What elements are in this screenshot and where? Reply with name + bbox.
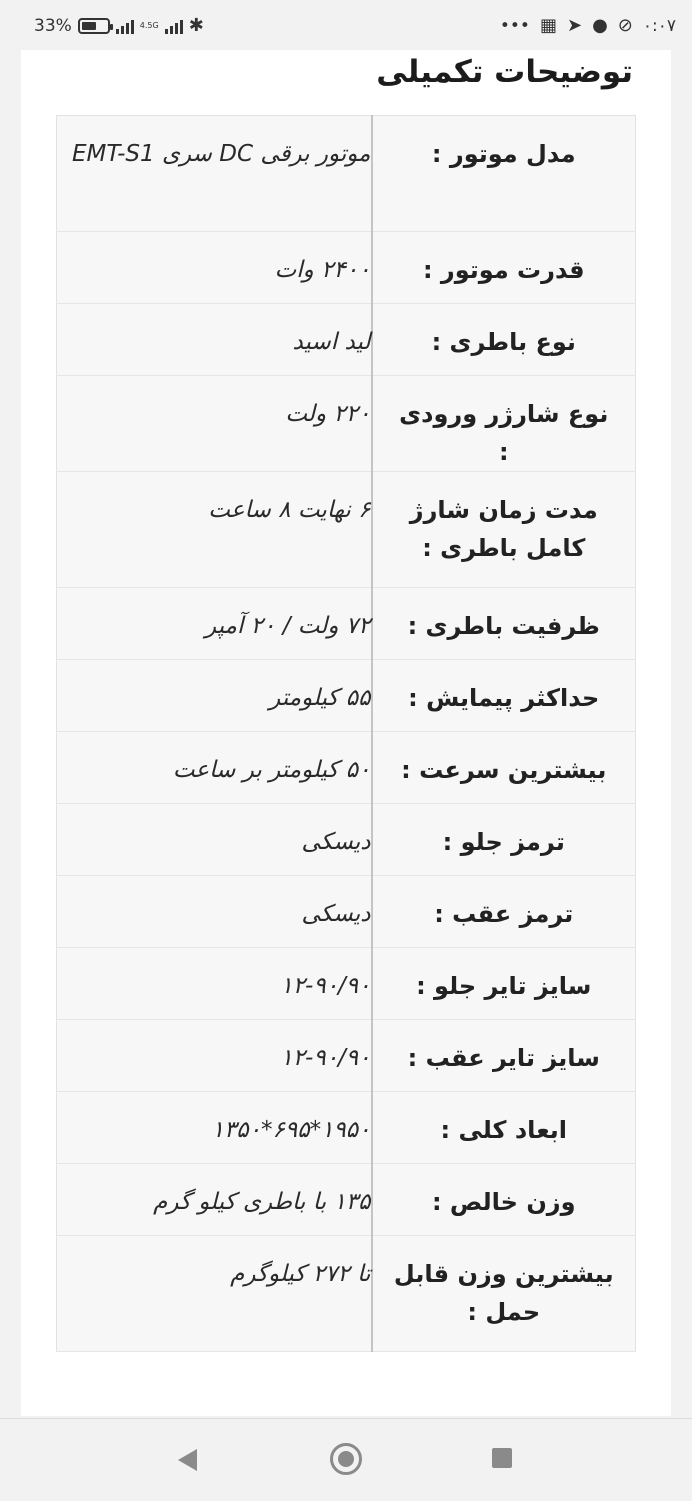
spec-label: نوع شارژر ورودی : bbox=[372, 376, 636, 472]
chat-bubble-icon: ● bbox=[592, 15, 608, 36]
spec-label: حداکثر پیمایش : bbox=[372, 660, 636, 732]
spec-value: تا ۲۷۲ کیلوگرم bbox=[57, 1236, 372, 1352]
spec-label: وزن خالص : bbox=[372, 1164, 636, 1236]
spec-label: قدرت موتور : bbox=[372, 232, 636, 304]
spec-value: لید اسید bbox=[57, 304, 372, 376]
network-type-label: 4.5G bbox=[139, 21, 159, 30]
spec-label: سایز تایر عقب : bbox=[372, 1020, 636, 1092]
spec-row bbox=[57, 1164, 636, 1236]
spec-row bbox=[57, 660, 636, 732]
spec-label: ابعاد کلی : bbox=[372, 1092, 636, 1164]
spec-row bbox=[57, 1020, 636, 1092]
signal-icon bbox=[116, 18, 134, 34]
more-notifications-icon: ••• bbox=[499, 16, 530, 36]
spec-row bbox=[57, 732, 636, 804]
spec-table-body bbox=[57, 116, 636, 1352]
spec-value: ۵۰ کیلومتر بر ساعت bbox=[57, 732, 372, 804]
spec-value: ۱۹۵۰*۶۹۵*۱۳۵۰ bbox=[57, 1092, 372, 1164]
spec-row bbox=[57, 1092, 636, 1164]
status-bar bbox=[0, 0, 692, 50]
spec-row bbox=[57, 876, 636, 948]
spec-label: سایز تایر جلو : bbox=[372, 948, 636, 1020]
status-left bbox=[34, 16, 204, 36]
apps-grid-icon: ▦ bbox=[539, 15, 557, 36]
spec-value: ۲۴۰۰ وات bbox=[57, 232, 372, 304]
spec-label: بیشترین وزن قابل حمل : bbox=[372, 1236, 636, 1352]
home-icon[interactable] bbox=[330, 1443, 362, 1475]
spec-value: ۱۲-۹۰/۹۰ bbox=[57, 948, 372, 1020]
spec-value: دیسکی bbox=[57, 876, 372, 948]
telegram-icon: ➤ bbox=[566, 15, 583, 36]
navigation-bar bbox=[0, 1418, 692, 1501]
status-right bbox=[500, 16, 676, 36]
spec-label: ترمز جلو : bbox=[372, 804, 636, 876]
spec-value: دیسکی bbox=[57, 804, 372, 876]
spec-row bbox=[57, 588, 636, 660]
spec-value: ۷۲ ولت / ۲۰ آمپر bbox=[57, 588, 372, 660]
spec-row bbox=[57, 472, 636, 588]
spec-label: ترمز عقب : bbox=[372, 876, 636, 948]
signal-2-icon bbox=[165, 18, 183, 34]
spec-label: مدل موتور : bbox=[372, 116, 636, 232]
spec-label: نوع باطری : bbox=[372, 304, 636, 376]
spec-row bbox=[57, 116, 636, 232]
spec-row bbox=[57, 804, 636, 876]
spec-row bbox=[57, 948, 636, 1020]
spec-label: مدت زمان شارژ کامل باطری : bbox=[372, 472, 636, 588]
spec-value: ۱۳۵ با باطری کیلو گرم bbox=[57, 1164, 372, 1236]
bluetooth-icon: ✱ bbox=[188, 15, 204, 36]
spec-label: ظرفیت باطری : bbox=[372, 588, 636, 660]
spec-value: موتور برقی DC سری EMT-S1 bbox=[57, 116, 372, 232]
spec-row bbox=[57, 304, 636, 376]
spec-value: ۵۵ کیلومتر bbox=[57, 660, 372, 732]
section-heading: توضیحات تکمیلی bbox=[376, 54, 633, 90]
recent-apps-icon[interactable] bbox=[492, 1448, 512, 1468]
spec-row bbox=[57, 232, 636, 304]
spec-value: ۶ نهایت ۸ ساعت bbox=[57, 472, 372, 588]
spec-row bbox=[57, 376, 636, 472]
back-icon[interactable] bbox=[178, 1449, 197, 1471]
spec-row bbox=[57, 1236, 636, 1352]
spec-value: ۱۲-۹۰/۹۰ bbox=[57, 1020, 372, 1092]
notifications-muted-icon: ⊘ bbox=[617, 15, 633, 36]
content-card bbox=[21, 50, 671, 1416]
spec-table bbox=[56, 115, 636, 1352]
spec-label: بیشترین سرعت : bbox=[372, 732, 636, 804]
spec-value: ۲۲۰ ولت bbox=[57, 376, 372, 472]
battery-icon bbox=[78, 18, 110, 34]
clock: ۰:۰۷ bbox=[642, 16, 676, 36]
battery-percent: 33% bbox=[34, 16, 72, 36]
